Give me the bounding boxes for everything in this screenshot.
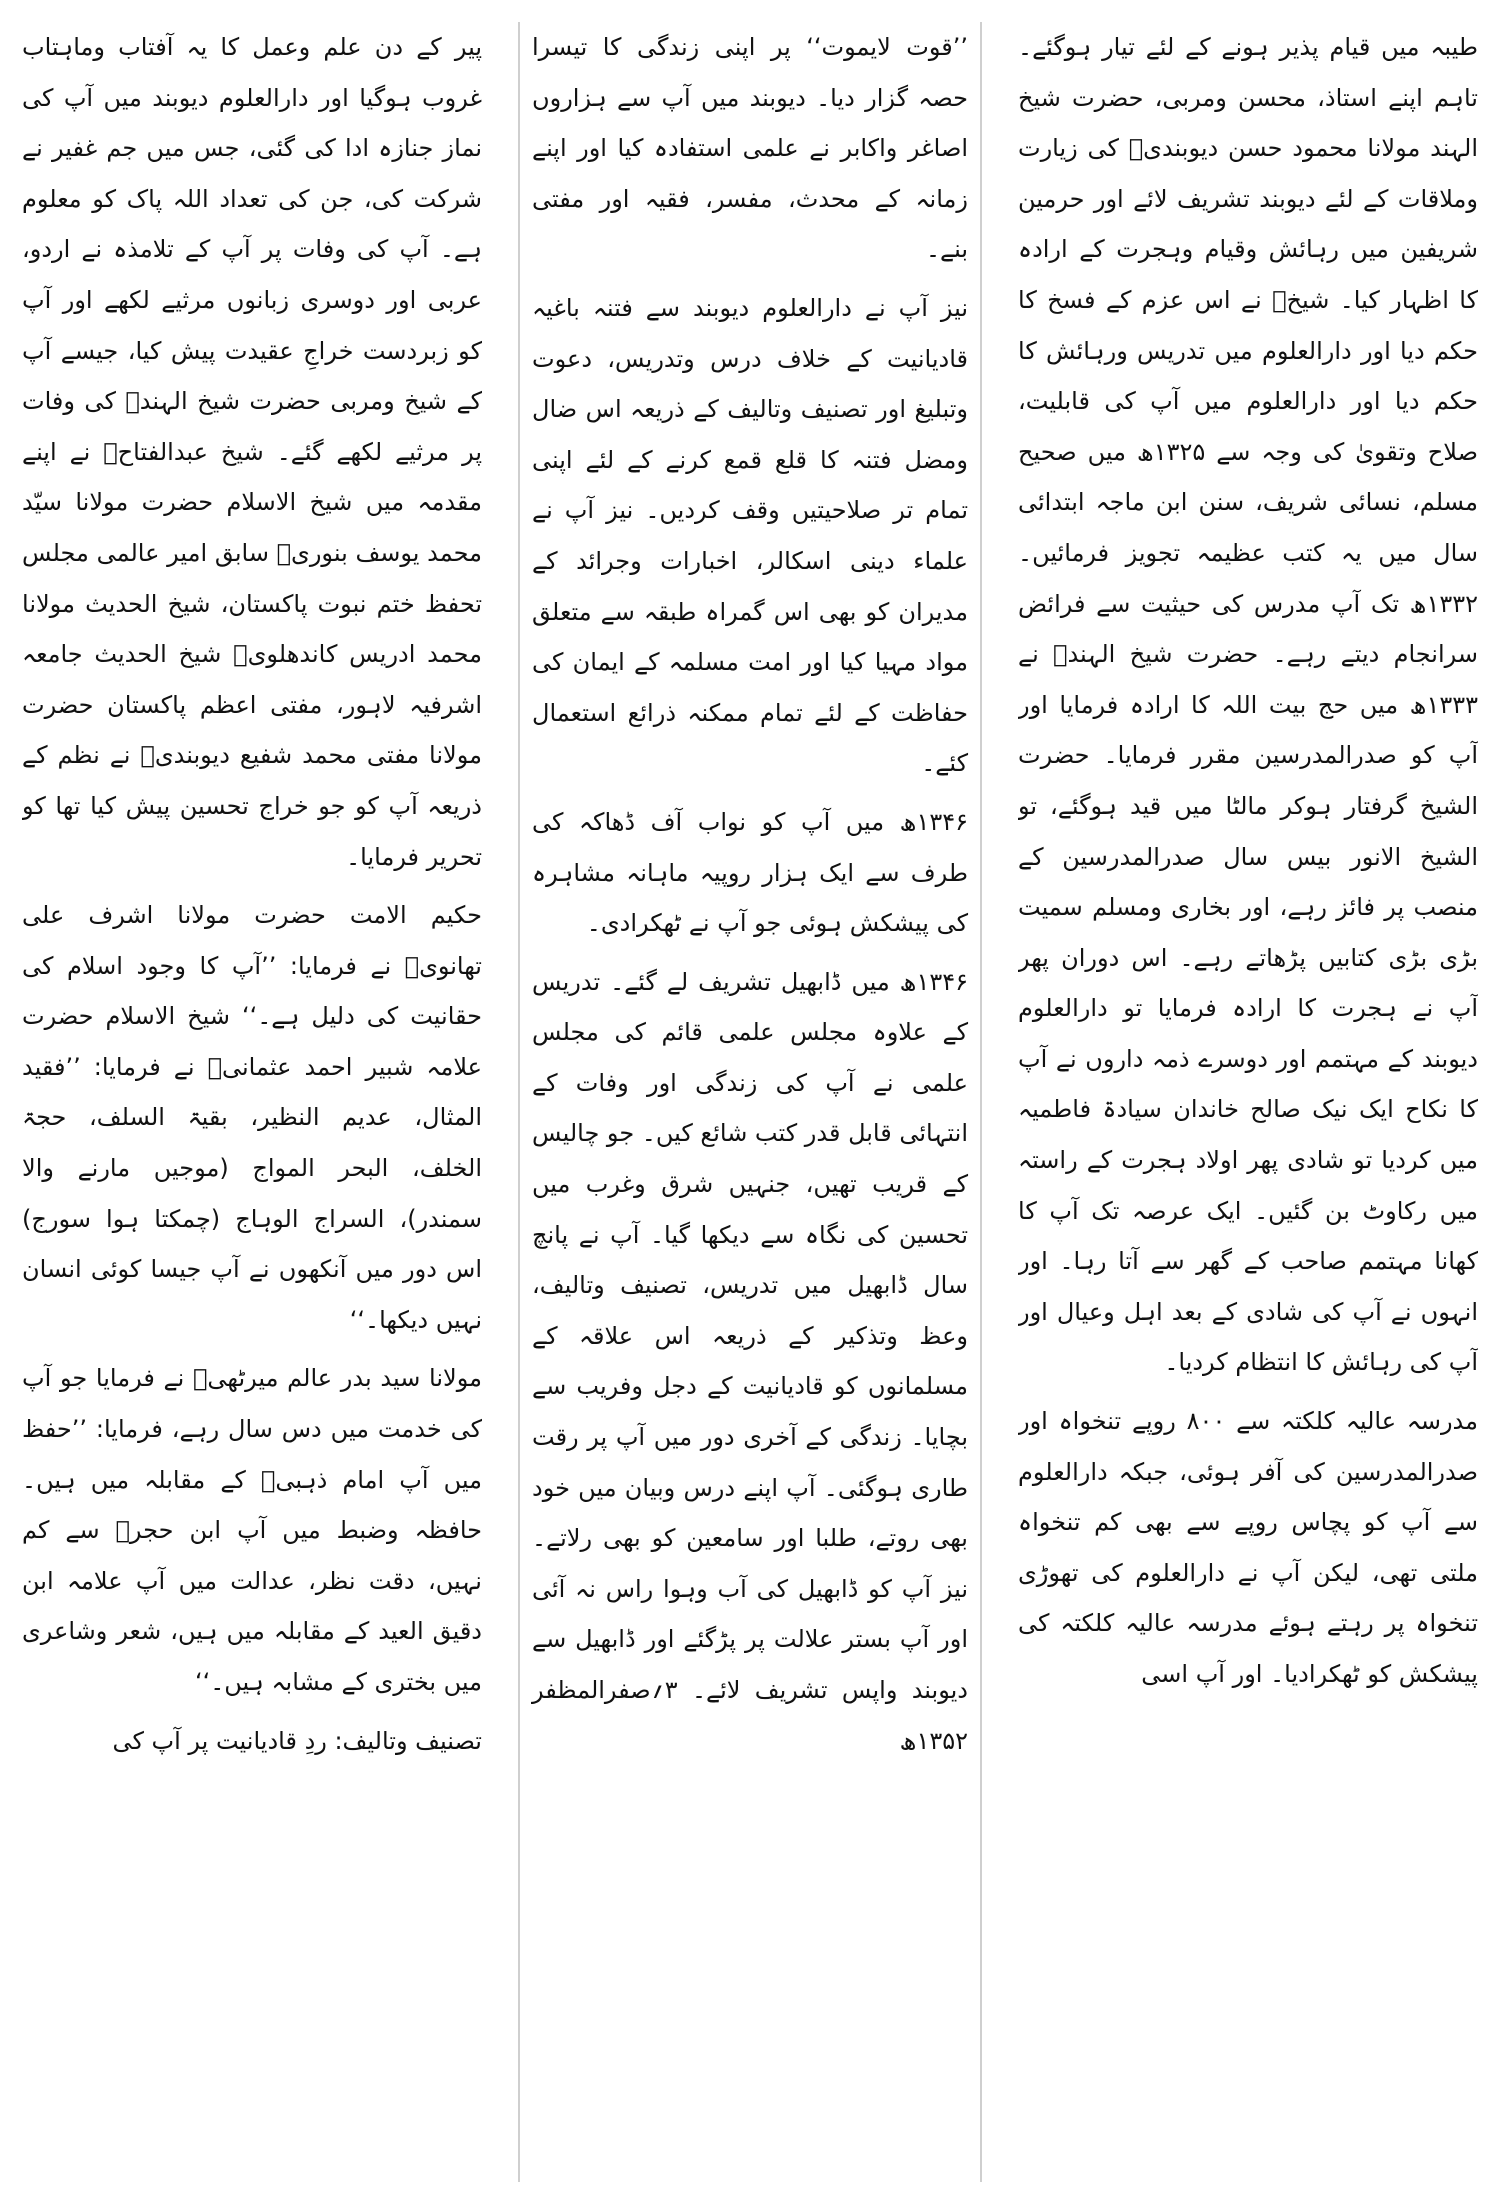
article-page [22,22,1478,2182]
paragraph: تصنیف وتالیف: ردِ قادیانیت پر آپ کی [112,1726,482,1755]
paragraph: پیر کے دن علم وعمل کا یہ آفتاب وماہتاب غروب ہوگیا اور دارالعلوم دیوبند میں آپ کی نماز جنازہ ادا کی گئی، جس میں جم غفیر نے شرکت کی، جن کی تعداد اللہ پاک کو معلوم ہے۔ آپ کی وفات پر آپ کے تلامذہ نے اردو، عربی اور دوسری زبانوں مرثیے لکھے اور آپ کو زبردست خراجِ عقیدت پیش کیا، جیسے آپ کے شیخ ومربی حضرت شیخ الہندؒ کی وفات پر مرثیے لکھے گئے۔ شیخ عبدالفتاحؒ نے اپنے مقدمہ میں شیخ الاسلام حضرت مولانا سیّد محمد یوسف بنوریؒ سابق امیر عالمی مجلس تحفظ ختم نبوت پاکستان، شیخ الحدیث مولانا محمد ادریس کاندھلویؒ شیخ الحدیث جامعہ اشرفیہ لاہور، مفتی اعظم پاکستان حضرت مولانا مفتی محمد شفیع دیوبندیؒ نے نظم کے ذریعہ آپ کو جو خراج تحسین پیش کیا تھا کو تحریر فرمایا۔ [22,33,482,871]
paragraph: ۱۳۴۶ھ میں آپ کو نواب آف ڈھاکہ کی طرف سے ایک ہزار روپیہ ماہانہ مشاہرہ کی پیشکش ہوئی جو آپ نے ٹھکرادی۔ [532,807,968,938]
paragraph: حکیم الامت حضرت مولانا اشرف علی تھانویؒ نے فرمایا: ’’آپ کا وجود اسلام کی حقانیت کی دلیل ہے۔‘‘ شیخ الاسلام حضرت علامہ شبیر احمد عثمانیؒ نے فرمایا: ’’فقید المثال، عدیم النظیر، بقیۃ السلف، حجۃ الخلف، البحر المواج (موجیں مارنے والا سمندر)، السراج الوہاج (چمکتا ہوا سورج) اس دور میں آنکھوں نے آپ جیسا کوئی انسان نہیں دیکھا۔‘‘ [22,901,482,1334]
paragraph: نیز آپ نے دارالعلوم دیوبند سے فتنہ باغیہ قادیانیت کے خلاف درس وتدریس، دعوت وتبلیغ اور تصنیف وتالیف کے ذریعہ اس ضال ومضل فتنہ کا قلع قمع کرنے کے لئے اپنی تمام تر صلاحیتیں وقف کردیں۔ نیز آپ نے علماء دینی اسکالر، اخبارات وجرائد کے مدیران کو بھی اس گمراہ طبقہ سے متعلق مواد مہیا کیا اور امت مسلمہ کے ایمان کی حفاظت کے لئے تمام ممکنہ ذرائع استعمال کئے۔ [532,293,968,778]
column-left [22,22,482,2182]
column-right [1018,22,1478,2182]
paragraph: ’’قوت لایموت‘‘ پر اپنی زندگی کا تیسرا حصہ گزار دیا۔ دیوبند میں آپ سے ہزاروں اصاغر واکابر نے علمی استفادہ کیا اور اپنے زمانہ کے محدث، مفسر، فقیہ اور مفتی بنے۔ [532,33,968,264]
paragraph: ۱۳۴۶ھ میں ڈابھیل تشریف لے گئے۔ تدریس کے علاوہ مجلس علمی قائم کی مجلس علمی نے آپ کی زندگی اور وفات کے انتہائی قابل قدر کتب شائع کیں۔ جو چالیس کے قریب تھیں، جنہیں شرق وغرب میں تحسین کی نگاہ سے دیکھا گیا۔ آپ نے پانچ سال ڈابھیل میں تدریس، تصنیف وتالیف، وعظ وتذکیر کے ذریعہ اس علاقہ کے مسلمانوں کو قادیانیت کے دجل وفریب سے بچایا۔ زندگی کے آخری دور میں آپ پر رقت طاری ہوگئی۔ آپ اپنے درس وبیان میں خود بھی روتے، طلبا اور سامعین کو بھی رلاتے۔ نیز آپ کو ڈابھیل کی آب وہوا راس نہ آئی اور آپ بستر علالت پر پڑگئے اور ڈابھیل سے دیوبند واپس تشریف لائے۔ ۳؍صفرالمظفر ۱۳۵۲ھ [532,967,968,1755]
column-middle [518,22,982,2182]
paragraph: مدرسہ عالیہ کلکتہ سے ۸۰۰ روپے تنخواہ اور صدرالمدرسین کی آفر ہوئی، جبکہ دارالعلوم سے آپ کو پچاس روپے سے بھی کم تنخواہ ملتی تھی، لیکن آپ نے دارالعلوم کی تھوڑی تنخواہ پر رہتے ہوئے مدرسہ عالیہ کلکتہ کی پیشکش کو ٹھکرادیا۔ اور آپ اسی [1018,1407,1478,1688]
paragraph: طیبہ میں قیام پذیر ہونے کے لئے تیار ہوگئے۔ تاہم اپنے استاذ، محسن ومربی، حضرت شیخ الہند مولانا محمود حسن دیوبندیؒ کی زیارت وملاقات کے لئے دیوبند تشریف لائے اور حرمین شریفین میں رہائش وقیام وہجرت کے ارادہ کا اظہار کیا۔ شیخؒ نے اس عزم کے فسخ کا حکم دیا اور دارالعلوم میں تدریس ورہائش کا حکم دیا اور دارالعلوم میں آپ کی قابلیت، صلاح وتقویٰ کی وجہ سے ۱۳۲۵ھ میں صحیح مسلم، نسائی شریف، سنن ابن ماجہ ابتدائی سال میں یہ کتب عظیمہ تجویز فرمائیں۔ ۱۳۳۲ھ تک آپ مدرس کی حیثیت سے فرائض سرانجام دیتے رہے۔ حضرت شیخ الہندؒ نے ۱۳۳۳ھ میں حج بیت اللہ کا ارادہ فرمایا اور آپ کو صدرالمدرسین مقرر فرمایا۔ حضرت الشیخ گرفتار ہوکر مالٹا میں قید ہوگئے، تو الشیخ الانور بیس سال صدرالمدرسین کے منصب پر فائز رہے، اور بخاری ومسلم سمیت بڑی بڑی کتابیں پڑھاتے رہے۔ اس دوران پھر آپ نے ہجرت کا ارادہ فرمایا تو دارالعلوم دیوبند کے مہتمم اور دوسرے ذمہ داروں نے آپ کا نکاح ایک نیک صالح خاندان سیادۃ فاطمیہ میں کردیا تو شادی پھر اولاد ہجرت کے راستہ میں رکاوٹ بن گئیں۔ ایک عرصہ تک آپ کا کھانا مہتمم صاحب کے گھر سے آتا رہا۔ اور انہوں نے آپ کی شادی کے بعد اہل وعیال اور آپ کی رہائش کا انتظام کردیا۔ [1018,33,1478,1377]
paragraph: مولانا سید بدر عالم میرٹھیؒ نے فرمایا جو آپ کی خدمت میں دس سال رہے، فرمایا: ’’حفظ میں آپ امام ذہبیؒ کے مقابلہ میں ہیں۔ حافظہ وضبط میں آپ ابن حجرؒ سے کم نہیں، دقت نظر، عدالت میں آپ علامہ ابن دقیق العید کے مقابلہ میں ہیں، شعر وشاعری میں بختری کے مشابہ ہیں۔‘‘ [22,1364,482,1696]
